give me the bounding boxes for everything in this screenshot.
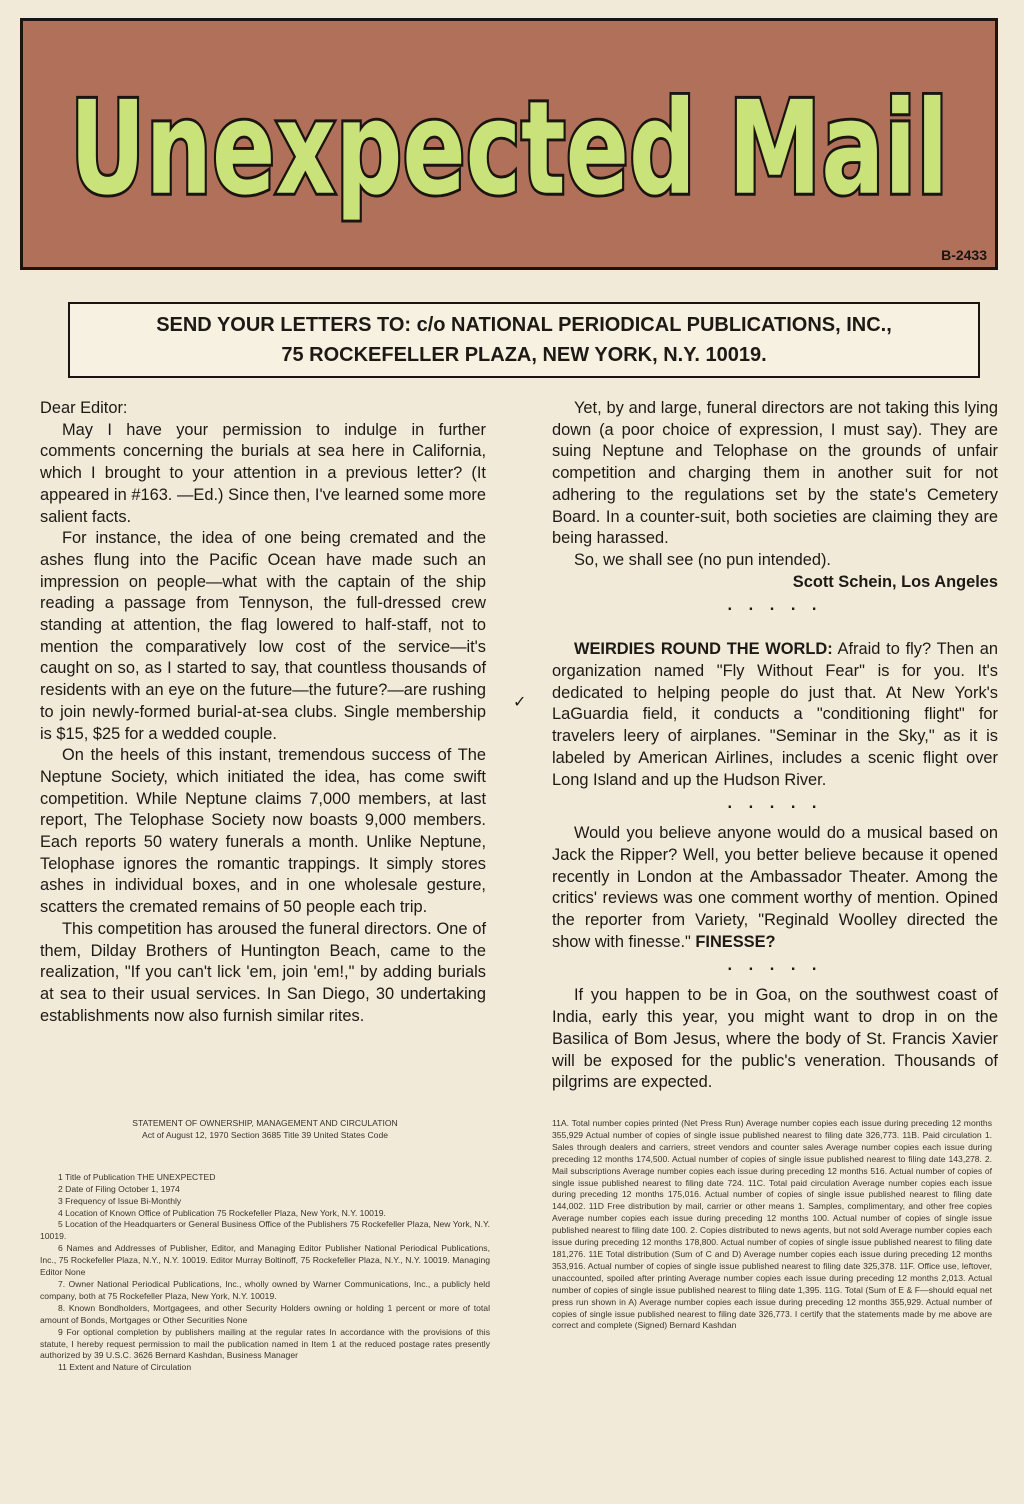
separator-dots: . . . . .: [727, 794, 823, 813]
weirdies-text-1: Afraid to fly? Then an organization named "Fly Without Fear" is for you. It's dedicated to helping people do just that. At New York's LaGuardia field, it conducts a "conditioning flight" for travelers leery of airplanes. "Seminar in the Sky," as it is labeled by American Airlines, includes a scenic flight over Long Island and up the Hudson River.: [552, 640, 998, 789]
circulation-text: 11A. Total number copies printed (Net Press Run) Average number copies each issue during preceding 12 months 355,929 Actual number of copies of single issue published nearest to filing date 326,773. 11B. Paid circulation 1. Sales through dealers and carriers, street vendors and counter sales Average number copies each issue during preceding 12 months 174,500. Actual number of copies of single issue published nearest to filing date 143,278. 2. Mail subscriptions Average number copies each issue during preceding 12 months 516. Actual number of copies of single issue published nearest to filing date 724. 11C. Total paid circulation Average number copies each issue during preceding 12 months 175,016. Actual number of copies of single issue published nearest to filing date 144,002. 11D Free distribution by mail, carrier or other means 1. Samples, complimentary, and other free copies Average number copies each issue during preceding 12 months 100. Actual number of copies of single issue published nearest to filing date 100. 2. Copies distributed to news agents, but not sold Average number copies each issue during preceding 12 months 178,800. Actual number of copies of single issue published nearest to filing date 181,276. 11E Total distribution (Sum of C and D) Average number copies each issue during preceding 12 months 353,916. Actual number of copies of single issue published nearest to filing date 325,378. 11F. Office use, leftover, unaccounted, spoiled after printing Average number copies each issue during preceding 12 months 2,013. Actual number of copies of single issue published nearest to filing date 1,395. 11G. Total (Sum of E & F—should equal net press run shown in A) Average number copies each issue during preceding 12 months 355,929. Actual number of copies of single issue published nearest to filing date 326,773. I certify that the statements made by me above are correct and complete (Signed) Bernard Kashdan: [552, 1118, 992, 1331]
weirdies-finesse: FINESSE?: [695, 932, 776, 951]
letter-salutation: Dear Editor:: [40, 399, 128, 417]
statement-item: 5 Location of the Headquarters or General Business Office of the Publishers 75 Rockefeller Plaza, New York, N.Y. 10019.: [40, 1219, 490, 1242]
statement-item: 3 Frequency of Issue Bi-Monthly: [58, 1195, 182, 1206]
letter-paragraph: This competition has aroused the funeral directors. One of them, Dilday Brothers of Huntington Beach, came to the realization, "If you can't lick 'em, join 'em!," by adding burials at sea to their usual services. In San Diego, 30 undertaking establishments now also furnish similar rites.: [40, 919, 486, 1025]
letter-paragraph: For instance, the idea of one being cremated and the ashes flung into the Pacific Ocean have made such an impression on people—what with the captain of the ship reading a passage from Tennyson, the full-dressed crew standing at attention, the flag lowered to half-staff, not to mention the comparatively low cost of the service—it's caught on so, as I started to say, that countless thousands of residents with an eye on the future—the future?—are rushing to join newly-formed burial-at-sea clubs. Single membership is $15, $25 for a wedded couple.: [40, 529, 486, 743]
weirdies-text-2: Would you believe anyone would do a musical based on Jack the Ripper? Well, you better believe because it opened recently in London at the Ambassador Theater. Among the critics' reviews was one comment worthy of mention. Opined the reporter from Variety, "Reginald Woolley directed the show with finesse.": [552, 824, 998, 951]
weirdies-paragraph-3: If you happen to be in Goa, on the southwest coast of India, early this year, you might want to drop in on the Basilica of Bom Jesus, where the body of St. Francis Xavier will be exposed for the public's veneration. Thousands of pilgrims are expected.: [552, 986, 998, 1092]
statement-item: 1 Title of Publication THE UNEXPECTED: [58, 1171, 216, 1182]
letter-column: [40, 398, 486, 1027]
banner-title: Unexpected Mail: [69, 73, 949, 224]
address-line-2: 75 ROCKEFELLER PLAZA, NEW YORK, N.Y. 10019.: [281, 344, 767, 366]
statement-title: STATEMENT OF OWNERSHIP, MANAGEMENT AND CIRCULATION: [132, 1118, 398, 1128]
letter-paragraph: Yet, by and large, funeral directors are not taking this lying down (a poor choice of expression, I must say). They are suing Neptune and Telophase on the grounds of unfair competition and charging them in another suit for not adhering to the regulations set by the state's Cemetery Board. In a counter-suit, both societies are claiming they are being harassed.: [552, 399, 998, 548]
letter-paragraph: On the heels of this instant, tremendous success of The Neptune Society, which initiated the idea, has come swift competition. While Neptune claims 7,000 members, at last report, The Telophase Society now boasts 9,000 members. Each reports 50 watery funerals a month. Unlike Neptune, Telophase ignores the romantic trappings. It simply stores ashes in individual boxes, and in one wholesale gesture, scatters the cremated remains of 50 people each trip.: [40, 746, 486, 917]
mailing-address-box: [68, 302, 980, 378]
statement-item: 8. Known Bondholders, Mortgagees, and other Security Holders owning or holding 1 percent or more of total amount of Bonds, Mortgages or Other Securities None: [40, 1302, 490, 1325]
statement-item: 4 Location of Known Office of Publication 75 Rockefeller Plaza, New York, N.Y. 10019.: [58, 1207, 386, 1218]
weirdies-paragraph-2: [552, 823, 998, 953]
address-line-1: SEND YOUR LETTERS TO: c/o NATIONAL PERIODICAL PUBLICATIONS, INC.,: [156, 314, 892, 336]
separator-dots: . . . . .: [727, 596, 823, 615]
statement-item: 2 Date of Filing October 1, 1974: [58, 1183, 180, 1194]
statement-act: Act of August 12, 1970 Section 3685 Title 39 United States Code: [141, 1129, 389, 1140]
stray-mark: ✓: [513, 694, 527, 711]
separator-dots: . . . . .: [727, 956, 823, 975]
letter-paragraph: So, we shall see (no pun intended).: [574, 550, 831, 569]
title-banner: [20, 18, 998, 270]
letter-paragraph: May I have your permission to indulge in further comments concerning the burials at sea here in California, which I brought to your attention in a previous letter? (It appeared in #163. —Ed.) Since then, I've learned some more salient facts.: [40, 420, 486, 526]
statement-item: 9 For optional completion by publishers mailing at the regular rates In accordance with the provisions of this statute, I hereby request permission to mail the publication named in Item 1 at the reduced postage rates presently authorized by 39 U.S.C. 3626 Bernard Kashdan, Business Manager: [40, 1326, 490, 1361]
statement-item: 7. Owner National Periodical Publications, Inc., wholly owned by Warner Communications, Inc., a publicly held company, both at 75 Rockefeller Plaza, New York, N.Y. 10019.: [40, 1278, 490, 1301]
right-column: [552, 398, 998, 1094]
banner-code: B-2433: [941, 247, 987, 263]
statement-item: 11 Extent and Nature of Circulation: [58, 1362, 192, 1373]
statement-item: 6 Names and Addresses of Publisher, Editor, and Managing Editor Publisher National Periodical Publications, Inc., 75 Rockefeller Plaza, N.Y., N.Y. 10019. Editor Murray Boltinoff, 75 Rockefeller Plaza, N.Y., N.Y. 10019. Managing Editor None: [40, 1243, 490, 1278]
banner-title-art: [23, 21, 995, 267]
weirdies-paragraph-1: [552, 639, 998, 791]
weirdies-heading: WEIRDIES ROUND THE WORLD:: [574, 640, 833, 659]
letter-signature: Scott Schein, Los Angeles: [792, 572, 998, 591]
ownership-statement: [40, 1118, 490, 1374]
circulation-statement: [552, 1118, 992, 1332]
